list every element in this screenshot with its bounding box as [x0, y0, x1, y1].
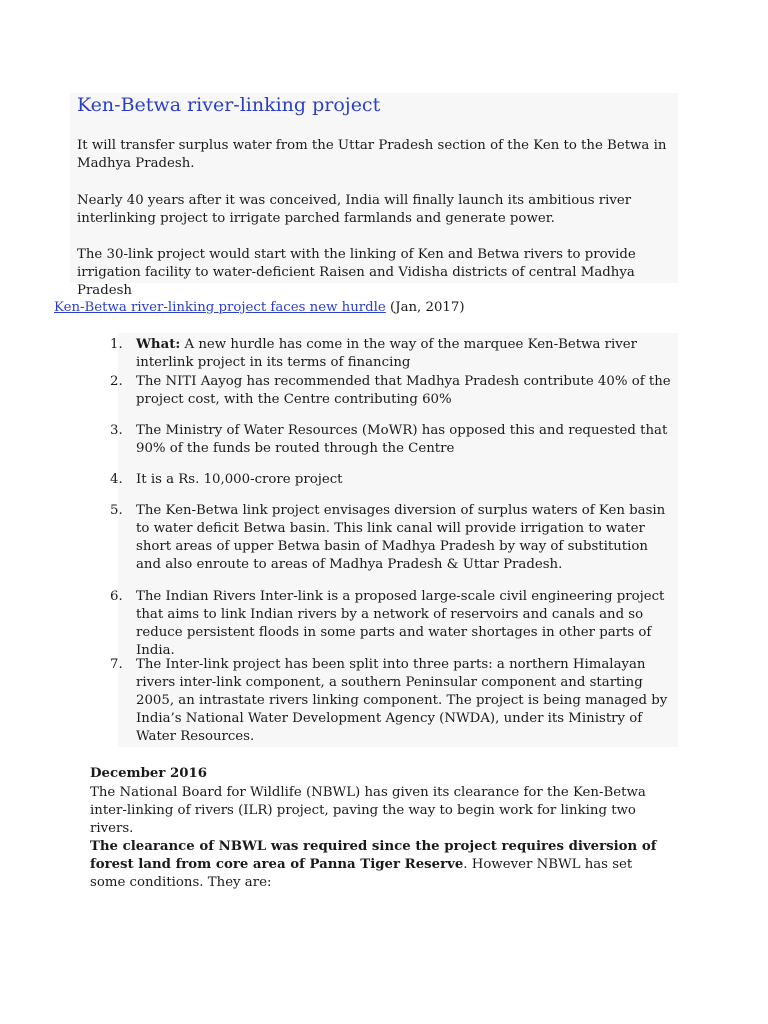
december-paragraph: The National Board for Wildlife (NBWL) has given its clearance for the Ken-Betwa inter-linking of rivers (ILR) project, paving the way to begin work for linking two rivers.: [90, 785, 646, 836]
list-item-number: 7.: [110, 657, 123, 672]
list-item: [110, 422, 676, 458]
list-item: [110, 588, 676, 660]
intro-paragraph-1: It will transfer surplus water from the Uttar Pradesh section of the Ken to the Betwa in Madhya Pradesh.: [77, 138, 667, 171]
list-item: [110, 502, 676, 574]
news-date: (Jan, 2017): [390, 300, 465, 315]
list-item: [110, 471, 676, 489]
page-title: Ken-Betwa river-linking project: [77, 94, 381, 116]
list-item: [110, 336, 676, 372]
intro-paragraph-3: The 30-link project would start with the linking of Ken and Betwa rivers to provide irrigation facility to water-deficient Raisen and Vidisha districts of central Madhya Pradesh: [77, 247, 636, 298]
clearance-rest-text: . However NBWL has set some conditions. They are:: [90, 857, 633, 890]
intro-paragraph-2: Nearly 40 years after it was conceived, India will finally launch its ambitious river interlinking project to irrigate parched farmlands and generate power.: [77, 193, 632, 226]
list-item-body: The Inter-link project has been split into three parts: a northern Himalayan rivers inter-link component, a southern Peninsular component and starting 2005, an intrastate rivers linking component. The project is being managed by India’s National Water Development Agency (NWDA), under its Ministry of Water Resources.: [136, 657, 668, 744]
list-item-body: The Ken-Betwa link project envisages diversion of surplus waters of Ken basin to water deficit Betwa basin. This link canal will provide irrigation to water short areas of upper Betwa basin of Madhya Pradesh by way of substitution and also enroute to areas of Madhya Pradesh & Uttar Pradesh.: [136, 503, 666, 572]
list-item-body: The NITI Aayog has recommended that Madhya Pradesh contribute 40% of the project cost, with the Centre contributing 60%: [136, 374, 671, 407]
news-article-link[interactable]: Ken-Betwa river-linking project faces new hurdle: [54, 300, 386, 315]
list-item-number: 5.: [110, 503, 123, 518]
list-item-number: 6.: [110, 589, 123, 604]
list-item-body: It is a Rs. 10,000-crore project: [136, 472, 343, 487]
list-item-number: 3.: [110, 423, 123, 438]
list-item-number: 1.: [110, 337, 123, 352]
list-item-number: 2.: [110, 374, 123, 389]
list-item: [110, 656, 676, 746]
clearance-bold-text: The clearance of NBWL was required since the project requires diversion of forest land from core area of Panna Tiger Reserve: [90, 839, 657, 872]
list-item: [110, 373, 676, 409]
december-heading: December 2016: [90, 766, 208, 781]
list-item-body: The Ministry of Water Resources (MoWR) has opposed this and requested that 90% of the funds be routed through the Centre: [136, 423, 668, 456]
list-item-body: The Indian Rivers Inter-link is a proposed large-scale civil engineering project that aims to link Indian rivers by a network of reservoirs and canals and so reduce persistent floods in some parts and water shortages in other parts of India.: [136, 589, 665, 658]
clearance-paragraph: [90, 838, 670, 892]
list-item-number: 4.: [110, 472, 123, 487]
list-item-text: [136, 336, 676, 372]
list-item-body: A new hurdle has come in the way of the marquee Ken-Betwa river interlink project in its terms of financing: [136, 337, 637, 370]
news-heading-line: [54, 299, 465, 317]
list-item-lead: What:: [136, 337, 181, 352]
